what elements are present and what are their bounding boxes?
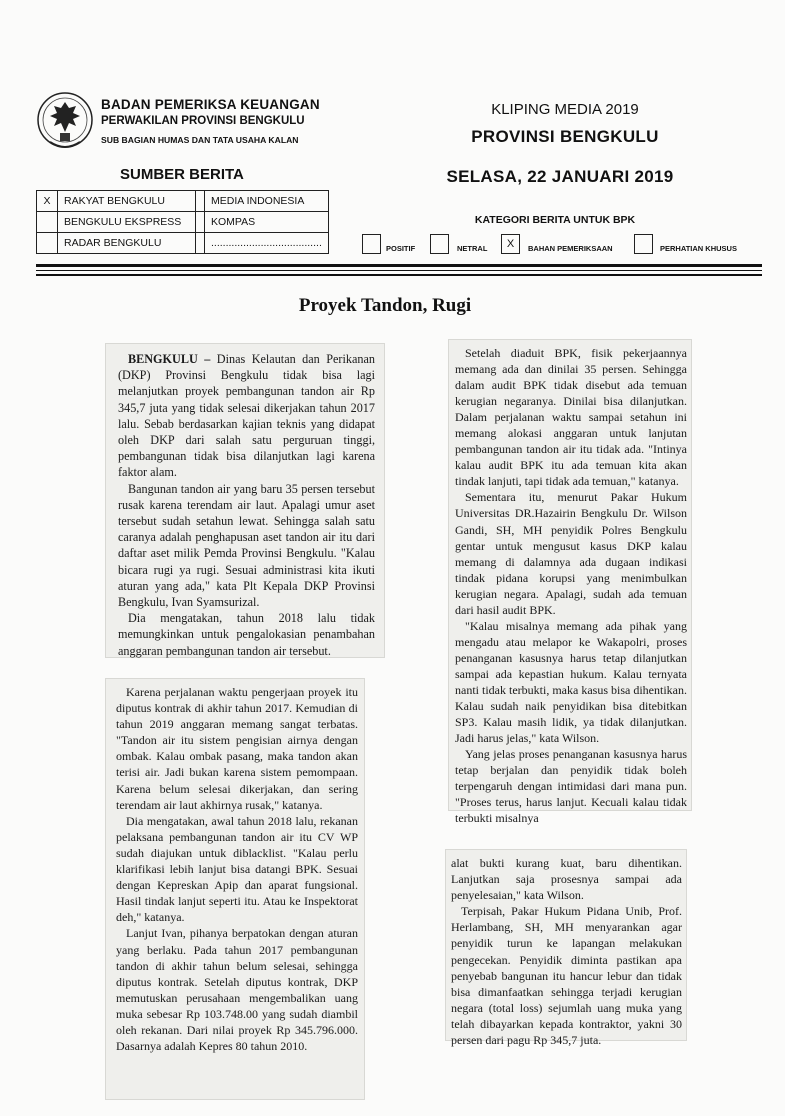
category-label: NETRAL bbox=[457, 244, 488, 253]
clipping-column-1 bbox=[106, 344, 384, 657]
source-name: RADAR BENGKULU bbox=[58, 233, 196, 254]
article-paragraph: Terpisah, Pakar Hukum Pidana Unib, Prof. Herlambang, SH, MH menyarankan agar penyidik turun ke lapangan melakukan pengecekan. Penyidik diminta pastikan apa penyebab bangunan itu hancur lebur dan tidak bisa dimanfaatkan sehingga terjadi kerugian negara (total loss) sejumlah uang muka yang telah dibayarkan kepada kontraktor, yakni 30 persen dari pagu Rp 345,7 juta. bbox=[451, 904, 682, 1048]
article-paragraph: "Kalau misalnya memang ada pihak yang mengadu atau melapor ke Wakapolri, proses penanganan kasusnya harus tetap dilanjutkan sampai ada kepastian hukum. Kalau ternyata nanti tidak terbukti, maka kasus bisa dihentikan. Kalau sudah naik penyidikan bisa ditebitkan SP3. Kalau masih lidik, ya tidak dilanjutkan. Jadi harus jelas," kata Wilson. bbox=[455, 618, 687, 746]
source-name: MEDIA INDONESIA bbox=[205, 191, 329, 212]
article-headline: Proyek Tandon, Rugi bbox=[298, 295, 472, 316]
org-division: PERWAKILAN PROVINSI BENGKULU bbox=[101, 115, 305, 127]
divider bbox=[36, 274, 762, 276]
kliping-title: KLIPING MEDIA 2019 bbox=[491, 101, 639, 118]
clipping-column-4 bbox=[446, 850, 686, 1048]
org-subdivision: SUB BAGIAN HUMAS DAN TATA USAHA KALAN bbox=[101, 135, 299, 145]
divider bbox=[36, 264, 762, 267]
source-table bbox=[36, 190, 329, 254]
clipping-column-3 bbox=[449, 340, 691, 826]
source-name: KOMPAS bbox=[205, 212, 329, 233]
article-paragraph: Dia mengatakan, awal tahun 2018 lalu, rekanan pelaksana pembangunan tandon air itu CV WP sudah diajukan untuk diblacklist. "Kalau perlu klarifikasi lebih lanjut bisa datangi BPK. Sesuai dengan Kepreskan Apip dan aparat fungsional. Hasil tindak lanjut seperti itu. Atau ke Inspektorat deh," katanya. bbox=[116, 813, 358, 925]
province-title: PROVINSI BENGKULU bbox=[471, 127, 659, 146]
source-row bbox=[37, 233, 329, 254]
article-paragraph: Setelah diaduit BPK, fisik pekerjaannya memang ada dan dinilai 35 persen. Sehingga dalam audit BPK tidak disebut ada temuan kerugian negaranya. Dinilai bisa dilanjutkan. Dalam perjalanan waktu sampai setahun ini memang alokasi anggaran untuk lanjutan pembangunan tandon air itu tidak ada. "Intinya kalau audit BPK itu ada temuan kita akan tindak lanjuti, tapi tidak ada temuan," katanya. bbox=[455, 346, 687, 489]
dateline: BENGKULU – bbox=[128, 352, 211, 366]
article-paragraph: Bangunan tandon air yang baru 35 persen tersebut rusak karena terendam air laut. Apalagi umur aset tersebut sudah setahun lewat. Sehingga salah satu caranya adalah penghapusan aset tandon air itu dari daftar aset milik Pemda Provinsi Bengkulu. "Kalau bicara rugi ya rugi. Sesuai administrasi kita ikuti aturan yang ada," kata Plt Kepala DKP Provinsi Bengkulu, Ivan Syamsurizal. bbox=[118, 481, 375, 610]
source-row bbox=[37, 191, 329, 212]
source-title: SUMBER BERITA bbox=[120, 166, 244, 183]
category-title: KATEGORI BERITA UNTUK BPK bbox=[474, 214, 636, 226]
source-checkbox bbox=[37, 212, 58, 233]
source-checkbox bbox=[37, 233, 58, 254]
article-paragraph: BENGKULU – Dinas Kelautan dan Perikanan (DKP) Provinsi Bengkulu tidak bisa lagi melanjutkan proyek pembangunan tandon air Rp 345,7 juta yang tidak selesai dikerjakan tahun 2017 lalu. Sebab berdasarkan kajian teknis yang didapat oleh DKP dari salah satu perguruan tinggi, pembangunan tidak bisa dilanjutkan lagi karena faktor alam. bbox=[118, 352, 375, 480]
divider bbox=[36, 270, 762, 271]
source-name: ...................................... bbox=[205, 233, 329, 254]
article-paragraph: Karena perjalanan waktu pengerjaan proyek itu diputus kontrak di akhir tahun 2017. Kemudian di tahun 2019 anggaran memang sangat terbatas. "Tandon air itu sistem pengisian airnya dengan ombak. Kalau ombak pasang, maka tandon akan terisi air. Jadi bukan karena sistem pemompaan. Karena belum selesai dikerjakan, dan sering terendam air laut akhirnya rusak," katanya. bbox=[116, 685, 358, 812]
source-row bbox=[37, 212, 329, 233]
org-name: BADAN PEMERIKSA KEUANGAN bbox=[101, 97, 320, 112]
category-checkbox-bahan: X bbox=[501, 234, 520, 254]
article-paragraph: alat bukti kurang kuat, baru dihentikan. Lanjutkan saja prosesnya sampai ada penyelesaian," kata Wilson. bbox=[451, 856, 682, 903]
article-paragraph: Sementara itu, menurut Pakar Hukum Universitas DR.Hazairin Bengkulu Dr. Wilson Gandi, SH, MH penyidik Polres Bengkulu gentar untuk mengusut kasus DKP kalau memang di dalamnya ada dugaan indikasi tindak pidana korupsi yang menimbulkan kerugian negara. Apalagi, sudah ada temuan dari hasil audit BPK. bbox=[455, 490, 687, 617]
source-name: RAKYAT BENGKULU bbox=[58, 191, 196, 212]
category-label: POSITIF bbox=[386, 244, 416, 253]
article-paragraph: Yang jelas proses penanganan kasusnya harus tetap berjalan dan penyidik tidak boleh terpengaruh dengan intimidasi dari mana pun. "Proses terus, harus lanjut. Kecuali kalau tidak terbukti misalnya bbox=[455, 747, 687, 826]
source-name: BENGKULU EKSPRESS bbox=[58, 212, 196, 233]
category-label: PERHATIAN KHUSUS bbox=[660, 244, 737, 253]
clipping-column-2 bbox=[106, 679, 364, 1099]
category-checkbox-perhatian bbox=[634, 234, 653, 254]
category-checkbox-positif bbox=[362, 234, 381, 254]
article-paragraph: Dia mengatakan, tahun 2018 lalu tidak memungkinkan untuk pengalokasian penambahan anggaran pembangunan tandon air tersebut. bbox=[118, 611, 375, 658]
date-title: SELASA, 22 JANUARI 2019 bbox=[446, 167, 674, 186]
source-checkbox: X bbox=[37, 191, 58, 212]
category-checkbox-netral bbox=[430, 234, 449, 254]
article-paragraph: Lanjut Ivan, pihanya berpatokan dengan aturan yang berlaku. Pada tahun 2017 pembangunan tandon di akhir tahun belum selesai, sehingga diputus kontrak. Setelah diputus kontrak, DKP memutuskan perusahaan mengembalikan uang muka sebesar Rp 103.748.00 yang sudah diambil oleh rekanan. Dari nilai proyek Rp 345.796.000. Dasarnya adalah Kepres 80 tahun 2010. bbox=[116, 926, 358, 1054]
category-label: BAHAN PEMERIKSAAN bbox=[528, 244, 613, 253]
garuda-logo bbox=[36, 90, 94, 156]
